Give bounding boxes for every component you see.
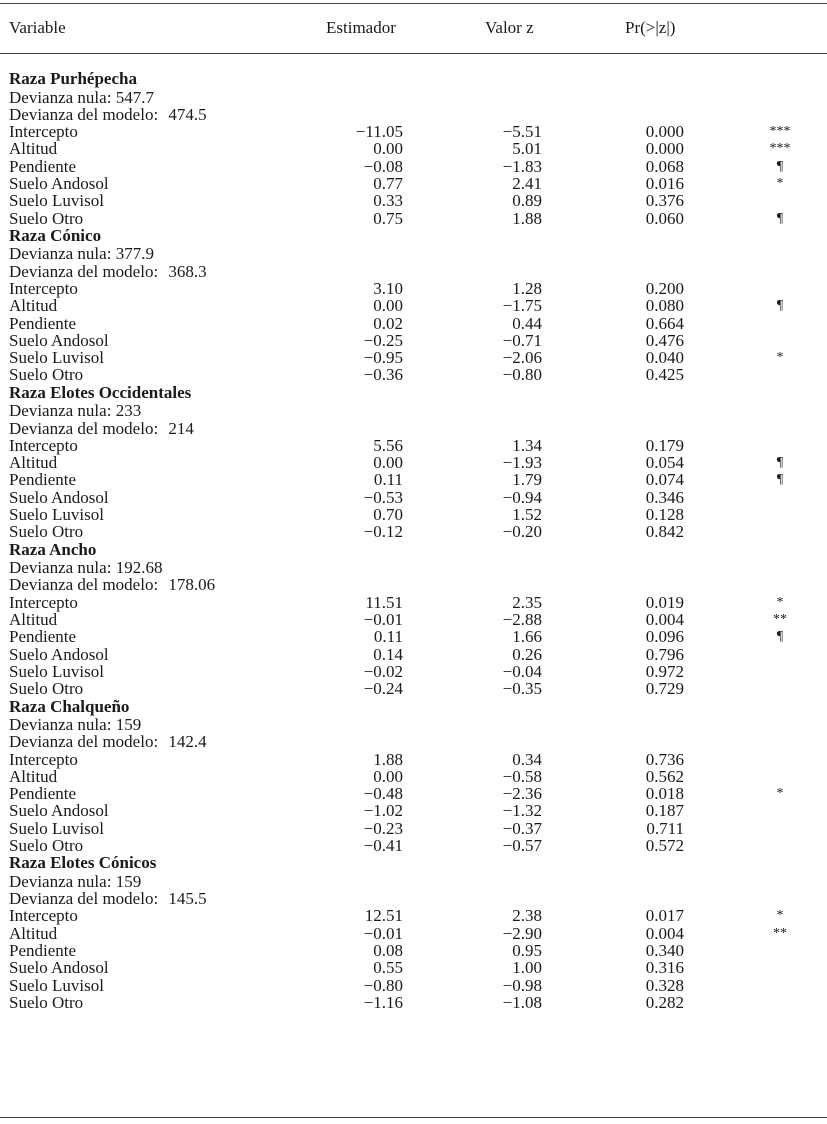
z-value-cell: −2.88 [502, 610, 542, 630]
variable-cell: Pendiente [9, 313, 77, 333]
model-deviance-row [0, 890, 827, 907]
group-title-text: Raza Cónico [9, 225, 102, 245]
variable-cell: Suelo Otro [9, 522, 84, 542]
z-value-cell: −2.36 [502, 784, 542, 804]
model-deviance-value: 142.4 [168, 732, 207, 752]
variable-cell: Suelo Luvisol [9, 348, 104, 368]
table-body [0, 70, 827, 1011]
header-z-value: Valor z [485, 18, 534, 37]
estimator-cell: 0.70 [373, 505, 403, 525]
model-deviance-row [0, 733, 827, 750]
table-row [0, 977, 827, 994]
table-row [0, 663, 827, 680]
variable-cell: Pendiente [9, 156, 77, 176]
z-value-cell: 0.26 [512, 644, 542, 664]
table-row [0, 751, 827, 768]
p-value-cell: 0.346 [645, 487, 684, 507]
p-value-cell: 0.040 [645, 348, 684, 368]
model-deviance-label: Devianza del modelo: [9, 104, 159, 124]
significance-cell: ¶ [776, 210, 784, 226]
null-deviance [9, 402, 141, 419]
variable-cell: Suelo Otro [9, 208, 84, 228]
table-row [0, 611, 827, 628]
null-deviance-row [0, 89, 827, 106]
variable-cell: Altitud [9, 453, 58, 473]
null-deviance [9, 245, 154, 262]
variable-cell: Intercepto [9, 122, 78, 142]
null-deviance-row [0, 245, 827, 262]
null-deviance-row [0, 716, 827, 733]
p-value-cell: 0.187 [645, 801, 684, 821]
model-deviance [9, 576, 215, 593]
variable-cell: Intercepto [9, 749, 78, 769]
p-value-cell: 0.019 [645, 592, 684, 612]
null-deviance-label: Devianza nula: [9, 401, 112, 421]
table-row [0, 628, 827, 645]
table-row [0, 123, 827, 140]
z-value-cell: 0.95 [512, 941, 542, 961]
significance-cell: * [776, 350, 784, 366]
model-deviance-label: Devianza del modelo: [9, 261, 159, 281]
significance-cell: ¶ [776, 158, 784, 174]
p-value-cell: 0.842 [645, 522, 684, 542]
variable-cell: Altitud [9, 296, 58, 316]
group-title [0, 854, 827, 873]
null-deviance-row [0, 873, 827, 890]
variable-cell: Pendiente [9, 627, 77, 647]
estimator-cell: 0.00 [373, 139, 403, 159]
variable-cell: Altitud [9, 766, 58, 786]
variable-cell: Pendiente [9, 470, 77, 490]
significance-cell: ** [773, 925, 787, 941]
p-value-cell: 0.664 [645, 313, 684, 333]
p-value-cell: 0.796 [645, 644, 684, 664]
table-row [0, 594, 827, 611]
p-value-cell: 0.054 [645, 453, 684, 473]
null-deviance-label: Devianza nula: [9, 558, 112, 578]
significance-cell: * [776, 175, 784, 191]
estimator-cell: −11.05 [355, 122, 403, 142]
p-value-cell: 0.340 [645, 941, 684, 961]
variable-cell: Suelo Otro [9, 365, 84, 385]
table-row [0, 332, 827, 349]
p-value-cell: 0.016 [645, 173, 684, 193]
estimator-cell: −1.02 [363, 801, 403, 821]
p-value-cell: 0.004 [645, 610, 684, 630]
group-title [0, 698, 827, 717]
null-deviance-value: 547.7 [115, 87, 154, 107]
model-deviance [9, 263, 207, 280]
model-deviance-label: Devianza del modelo: [9, 889, 159, 909]
estimator-cell: −0.95 [363, 348, 403, 368]
z-value-cell: −0.58 [502, 766, 542, 786]
z-value-cell: −0.57 [502, 836, 542, 856]
group-title [0, 541, 827, 560]
significance-cell: ¶ [776, 298, 784, 314]
variety-group [0, 541, 827, 698]
estimator-cell: 0.77 [373, 173, 403, 193]
model-deviance-label: Devianza del modelo: [9, 418, 159, 438]
z-value-cell: 1.28 [512, 278, 542, 298]
z-value-cell: 5.01 [512, 139, 542, 159]
null-deviance-row [0, 559, 827, 576]
variable-cell: Pendiente [9, 784, 77, 804]
z-value-cell: −0.04 [502, 661, 542, 681]
table-top-rule [0, 3, 827, 4]
significance-cell: *** [769, 141, 791, 157]
variety-group [0, 70, 827, 227]
z-value-cell: −0.80 [502, 365, 542, 385]
p-value-cell: 0.476 [645, 330, 684, 350]
null-deviance-label: Devianza nula: [9, 871, 112, 891]
model-deviance-row [0, 263, 827, 280]
p-value-cell: 0.425 [645, 365, 684, 385]
estimator-cell: −0.02 [363, 661, 403, 681]
model-deviance-label: Devianza del modelo: [9, 732, 159, 752]
significance-cell: * [776, 908, 784, 924]
estimator-cell: 12.51 [364, 906, 403, 926]
table-row [0, 925, 827, 942]
z-value-cell: −0.20 [502, 522, 542, 542]
estimator-cell: 0.11 [373, 470, 403, 490]
table-row [0, 315, 827, 332]
table-row [0, 297, 827, 314]
estimator-cell: 0.55 [373, 958, 403, 978]
table-row [0, 802, 827, 819]
table-row [0, 837, 827, 854]
table-row [0, 140, 827, 157]
estimator-cell: −0.53 [363, 487, 403, 507]
estimator-cell: −0.25 [363, 330, 403, 350]
p-value-cell: 0.018 [645, 784, 684, 804]
estimator-cell: −0.01 [363, 610, 403, 630]
estimator-cell: −1.16 [363, 992, 403, 1012]
z-value-cell: 0.34 [512, 749, 542, 769]
variable-cell: Intercepto [9, 906, 78, 926]
variable-cell: Suelo Luvisol [9, 818, 104, 838]
significance-cell: *** [769, 124, 791, 140]
model-deviance-row [0, 420, 827, 437]
z-value-cell: −2.06 [502, 348, 542, 368]
estimator-cell: 0.75 [373, 208, 403, 228]
model-deviance [9, 733, 207, 750]
estimator-cell: 0.00 [373, 766, 403, 786]
z-value-cell: 1.66 [512, 627, 542, 647]
p-value-cell: 0.060 [645, 208, 684, 228]
table-row [0, 959, 827, 976]
variable-cell: Suelo Andosol [9, 958, 109, 978]
p-value-cell: 0.179 [645, 435, 684, 455]
header-p-value: Pr(>|z|) [625, 18, 676, 37]
table-row [0, 942, 827, 959]
table-row [0, 506, 827, 523]
z-value-cell: −1.93 [502, 453, 542, 473]
table-row [0, 523, 827, 540]
variable-cell: Intercepto [9, 592, 78, 612]
variable-cell: Suelo Andosol [9, 487, 109, 507]
z-value-cell: −1.08 [502, 992, 542, 1012]
significance-cell: ¶ [776, 455, 784, 471]
variety-group [0, 854, 827, 1011]
table-row [0, 210, 827, 227]
z-value-cell: 2.41 [512, 173, 542, 193]
group-title-text: Raza Elotes Cónicos [9, 853, 157, 873]
estimator-cell: −0.80 [363, 975, 403, 995]
null-deviance-value: 233 [115, 401, 142, 421]
p-value-cell: 0.729 [645, 679, 684, 699]
p-value-cell: 0.000 [645, 139, 684, 159]
estimator-cell: −0.36 [363, 365, 403, 385]
table-row [0, 280, 827, 297]
group-title [0, 227, 827, 246]
table-row [0, 366, 827, 383]
null-deviance [9, 559, 162, 576]
p-value-cell: 0.096 [645, 627, 684, 647]
estimator-cell: −0.08 [363, 156, 403, 176]
null-deviance-label: Devianza nula: [9, 87, 112, 107]
p-value-cell: 0.200 [645, 278, 684, 298]
p-value-cell: 0.328 [645, 975, 684, 995]
variety-group [0, 698, 827, 855]
null-deviance-label: Devianza nula: [9, 715, 112, 734]
table-row [0, 349, 827, 366]
z-value-cell: −5.51 [502, 122, 542, 142]
significance-cell: ** [773, 612, 787, 628]
p-value-cell: 0.017 [645, 906, 684, 926]
table-row [0, 175, 827, 192]
estimator-cell: 0.00 [373, 453, 403, 473]
p-value-cell: 0.074 [645, 470, 684, 490]
z-value-cell: 2.38 [512, 906, 542, 926]
table-row [0, 437, 827, 454]
variety-group [0, 227, 827, 384]
significance-cell: * [776, 786, 784, 802]
table-row [0, 192, 827, 209]
table-row [0, 994, 827, 1011]
z-value-cell: −0.35 [502, 679, 542, 699]
significance-cell: ¶ [776, 629, 784, 645]
variable-cell: Altitud [9, 139, 58, 159]
group-title [0, 384, 827, 403]
estimator-cell: 0.08 [373, 941, 403, 961]
estimator-cell: −0.23 [363, 818, 403, 838]
null-deviance [9, 89, 154, 106]
null-deviance-value: 159 [115, 715, 142, 734]
group-title-text: Raza Purhépecha [9, 69, 137, 88]
p-value-cell: 0.080 [645, 296, 684, 316]
z-value-cell: 0.89 [512, 191, 542, 211]
model-deviance-label: Devianza del modelo: [9, 575, 159, 595]
p-value-cell: 0.376 [645, 191, 684, 211]
estimator-cell: −0.01 [363, 923, 403, 943]
z-value-cell: −0.94 [502, 487, 542, 507]
estimator-cell: 0.00 [373, 296, 403, 316]
variable-cell: Suelo Andosol [9, 801, 109, 821]
estimator-cell: 1.88 [373, 749, 403, 769]
group-title-text: Raza Ancho [9, 539, 97, 559]
variable-cell: Suelo Andosol [9, 644, 109, 664]
table-row [0, 489, 827, 506]
group-title-text: Raza Elotes Occidentales [9, 382, 192, 402]
variable-cell: Suelo Luvisol [9, 505, 104, 525]
variable-cell: Suelo Andosol [9, 330, 109, 350]
variable-cell: Pendiente [9, 941, 77, 961]
variable-cell: Suelo Andosol [9, 173, 109, 193]
null-deviance-value: 192.68 [115, 558, 163, 578]
model-deviance-row [0, 576, 827, 593]
table-row [0, 471, 827, 488]
z-value-cell: −1.32 [502, 801, 542, 821]
estimator-cell: 11.51 [365, 592, 403, 612]
model-deviance-value: 214 [168, 418, 194, 438]
variable-cell: Suelo Otro [9, 836, 84, 856]
null-deviance-row [0, 402, 827, 419]
z-value-cell: −2.90 [502, 923, 542, 943]
table-header-rule [0, 53, 827, 54]
group-title [0, 70, 827, 89]
null-deviance-label: Devianza nula: [9, 244, 112, 264]
model-deviance [9, 890, 207, 907]
estimator-cell: 0.02 [373, 313, 403, 333]
group-title-text: Raza Chalqueño [9, 696, 130, 716]
null-deviance-value: 377.9 [115, 244, 154, 264]
variety-group [0, 384, 827, 541]
variable-cell: Suelo Luvisol [9, 191, 104, 211]
table-row [0, 907, 827, 924]
model-deviance-value: 145.5 [168, 889, 207, 909]
variable-cell: Suelo Otro [9, 992, 84, 1012]
p-value-cell: 0.316 [645, 958, 684, 978]
z-value-cell: 1.34 [512, 435, 542, 455]
null-deviance [9, 716, 141, 733]
p-value-cell: 0.068 [645, 156, 684, 176]
p-value-cell: 0.572 [645, 836, 684, 856]
estimator-cell: −0.24 [363, 679, 403, 699]
model-deviance-value: 368.3 [168, 261, 207, 281]
table-row [0, 454, 827, 471]
estimator-cell: 5.56 [373, 435, 403, 455]
z-value-cell: 1.00 [512, 958, 542, 978]
z-value-cell: 0.44 [512, 313, 542, 333]
z-value-cell: −0.37 [502, 818, 542, 838]
z-value-cell: −1.75 [502, 296, 542, 316]
estimator-cell: 0.14 [373, 644, 403, 664]
estimator-cell: −0.12 [363, 522, 403, 542]
table-row [0, 158, 827, 175]
variable-cell: Altitud [9, 923, 58, 943]
table-bottom-rule [0, 1117, 827, 1118]
model-deviance-value: 474.5 [168, 104, 207, 124]
z-value-cell: −1.83 [502, 156, 542, 176]
table-row [0, 820, 827, 837]
header-estimator: Estimador [326, 18, 396, 37]
estimator-cell: 3.10 [373, 278, 403, 298]
p-value-cell: 0.562 [645, 766, 684, 786]
null-deviance [9, 873, 141, 890]
p-value-cell: 0.736 [645, 749, 684, 769]
header-variable: Variable [9, 18, 66, 37]
estimator-cell: 0.33 [373, 191, 403, 211]
z-value-cell: −0.71 [502, 330, 542, 350]
table-header [0, 18, 827, 40]
variable-cell: Suelo Otro [9, 679, 84, 699]
z-value-cell: 2.35 [512, 592, 542, 612]
p-value-cell: 0.004 [645, 923, 684, 943]
p-value-cell: 0.128 [645, 505, 684, 525]
variable-cell: Intercepto [9, 435, 78, 455]
variable-cell: Intercepto [9, 278, 78, 298]
z-value-cell: 1.52 [512, 505, 542, 525]
estimator-cell: −0.48 [363, 784, 403, 804]
table-row [0, 768, 827, 785]
variable-cell: Suelo Luvisol [9, 661, 104, 681]
estimator-cell: −0.41 [363, 836, 403, 856]
table-row [0, 680, 827, 697]
model-deviance [9, 106, 207, 123]
p-value-cell: 0.711 [646, 818, 684, 838]
null-deviance-value: 159 [115, 871, 142, 891]
z-value-cell: 1.88 [512, 208, 542, 228]
model-deviance-value: 178.06 [168, 575, 216, 595]
model-deviance [9, 420, 194, 437]
p-value-cell: 0.000 [645, 122, 684, 142]
z-value-cell: −0.98 [502, 975, 542, 995]
z-value-cell: 1.79 [512, 470, 542, 490]
significance-cell: ¶ [776, 472, 784, 488]
estimator-cell: 0.11 [373, 627, 403, 647]
p-value-cell: 0.282 [645, 992, 684, 1012]
variable-cell: Altitud [9, 610, 58, 630]
variable-cell: Suelo Luvisol [9, 975, 104, 995]
table-row [0, 646, 827, 663]
p-value-cell: 0.972 [645, 661, 684, 681]
table-row [0, 785, 827, 802]
significance-cell: * [776, 594, 784, 610]
model-deviance-row [0, 106, 827, 123]
